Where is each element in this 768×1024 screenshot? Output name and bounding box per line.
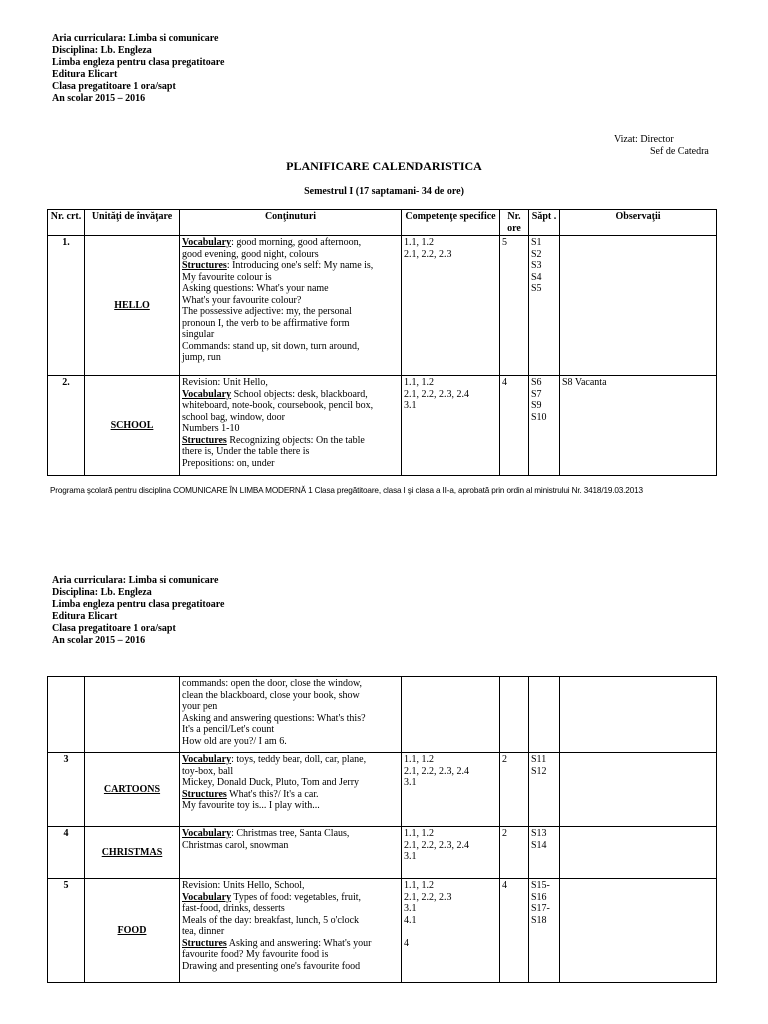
content-keyword: Structures [182, 434, 227, 446]
content-text: It's a pencil/Let's count [182, 724, 275, 735]
content-cell [180, 236, 402, 376]
competence-line: 1.1, 1.2 [404, 237, 434, 248]
row-number: 4 [48, 827, 85, 879]
content-line [182, 306, 399, 318]
unit-name: SCHOOL [85, 376, 180, 476]
competence-line: 3.1 [404, 777, 417, 788]
week-label: S3 [531, 260, 542, 271]
week-label: S2 [531, 248, 542, 260]
content-line [182, 915, 399, 927]
content-text: fast-food, drinks, desserts [182, 903, 285, 914]
header-line: Limba engleza pentru clasa pregatitoare [52, 57, 225, 68]
content-line [182, 690, 399, 702]
content-keyword: Vocabulary [182, 237, 232, 248]
content-keyword: Structures [182, 788, 227, 800]
col-content: Conţinuturi [180, 210, 402, 236]
weeks-cell [529, 753, 560, 827]
content-text: singular [182, 329, 215, 340]
row-number: 2. [48, 376, 85, 476]
week-label: S11 [531, 754, 547, 765]
competence-line: 1.1, 1.2 [404, 880, 434, 891]
content-line [182, 828, 399, 840]
col-notes: Observaţii [560, 210, 717, 236]
content-text: whiteboard, note-book, coursebook, pencil box, [182, 400, 374, 411]
content-text: clean the blackboard, close your book, show [182, 689, 360, 701]
content-line [182, 237, 399, 249]
content-text: Types of food: vegetables, fruit, [231, 891, 362, 903]
col-nr: Nr. crt. [48, 210, 85, 236]
competence-line: 3.1 [404, 400, 417, 411]
page-subtitle: Semestrul I (17 saptamani- 34 de ore) [304, 186, 464, 197]
planning-table-1 [47, 209, 717, 476]
content-line [182, 412, 399, 424]
competence-line: 4.1 [404, 914, 417, 926]
week-label: S16 [531, 891, 547, 903]
content-text: Christmas carol, snowman [182, 839, 289, 851]
approval-line-director: Vizat: Director [614, 134, 674, 145]
content-text: What's this?/ It's a car. [226, 788, 319, 800]
competences-cell [402, 376, 500, 476]
content-cell [180, 827, 402, 879]
content-line [182, 318, 399, 330]
content-line [182, 789, 399, 801]
content-text: Asking and answering: What's your [226, 937, 372, 949]
content-line [182, 329, 399, 341]
content-text: jump, run [182, 352, 221, 363]
content-text: Mickey, Donald Duck, Pluto, Tom and Jerry [182, 777, 360, 788]
content-line [182, 713, 399, 725]
notes-cell [560, 879, 717, 983]
week-label: S13 [531, 828, 547, 839]
content-text: How old are you?/ I am 6. [182, 735, 287, 747]
content-line [182, 840, 399, 852]
notes-cell [560, 827, 717, 879]
unit-name: HELLO [85, 236, 180, 376]
week-label: S18 [531, 914, 547, 926]
content-line [182, 389, 399, 401]
week-label: S15- [531, 880, 550, 891]
competence-line: 4 [404, 937, 409, 949]
hours-cell: 4 [500, 376, 529, 476]
document-header-2 [52, 575, 224, 647]
content-line [182, 736, 399, 748]
hours-cell: 2 [500, 827, 529, 879]
competence-line: 2.1, 2.2, 2.3, 2.4 [404, 388, 469, 400]
notes-cell: S8 Vacanta [560, 376, 717, 476]
content-line [182, 777, 399, 789]
competences-cell [402, 753, 500, 827]
week-label: S7 [531, 388, 542, 400]
content-keyword: Vocabulary [182, 754, 232, 765]
header-line: Disciplina: Lb. Engleza [52, 45, 152, 56]
content-text: Revision: Unit Hello, [182, 377, 268, 388]
content-keyword: Vocabulary [182, 891, 232, 903]
weeks-cell [529, 827, 560, 879]
content-text: Meals of the day: breakfast, lunch, 5 o'clock [182, 914, 360, 926]
week-label: S4 [531, 271, 542, 283]
competences-cell [402, 827, 500, 879]
unit-name: CARTOONS [85, 753, 180, 827]
content-text: commands: open the door, close the window, [182, 678, 363, 689]
header-line: Clasa pregatitoare 1 ora/sapt [52, 623, 176, 634]
content-text: there is, Under the table there is [182, 446, 310, 457]
content-line [182, 926, 399, 938]
content-cell [180, 753, 402, 827]
content-line [182, 880, 399, 892]
content-cell [180, 677, 402, 753]
competence-line: 1.1, 1.2 [404, 377, 434, 388]
content-cell [180, 879, 402, 983]
header-line: Limba engleza pentru clasa pregatitoare [52, 599, 225, 610]
week-label: S6 [531, 377, 542, 388]
row-number [48, 677, 85, 753]
content-line [182, 423, 399, 435]
unit-name: FOOD [85, 879, 180, 983]
week-label: S17- [531, 903, 550, 914]
content-line [182, 377, 399, 389]
row-number: 1. [48, 236, 85, 376]
content-text: : Christmas tree, Santa Claus, [231, 828, 350, 839]
content-text: : toys, teddy bear, doll, car, plane, [231, 754, 367, 765]
col-hours: Nr. ore [500, 210, 529, 236]
content-keyword: Vocabulary [182, 388, 232, 400]
table-row [48, 753, 717, 827]
content-text: My favourite toy is... I play with... [182, 800, 320, 811]
content-keyword: Vocabulary [182, 828, 232, 839]
table-header-row [48, 210, 717, 236]
week-label: S9 [531, 400, 542, 411]
weeks-cell [529, 236, 560, 376]
content-text: school bag, window, door [182, 411, 285, 423]
header-line: Clasa pregatitoare 1 ora/sapt [52, 81, 176, 92]
content-line [182, 961, 399, 973]
notes-cell [560, 236, 717, 376]
week-label: S10 [531, 411, 547, 423]
content-keyword: Structures [182, 260, 227, 271]
content-line [182, 295, 399, 307]
content-line [182, 754, 399, 766]
approval-line-head: Sef de Catedra [650, 146, 709, 157]
content-line [182, 249, 399, 261]
content-line [182, 446, 399, 458]
header-line: Aria curriculara: Limba si comunicare [52, 575, 219, 586]
table-row [48, 677, 717, 753]
content-line [182, 903, 399, 915]
content-line [182, 400, 399, 412]
hours-cell [500, 677, 529, 753]
weeks-cell [529, 376, 560, 476]
hours-cell: 5 [500, 236, 529, 376]
table-row [48, 376, 717, 476]
header-line: Editura Elicart [52, 69, 118, 80]
competences-cell [402, 677, 500, 753]
competence-line: 2.1, 2.2, 2.3 [404, 891, 452, 903]
content-text: favourite food? My favourite food is [182, 949, 329, 960]
unit-name [85, 677, 180, 753]
content-text: Revision: Units Hello, School, [182, 880, 305, 891]
competence-line [404, 926, 497, 938]
content-line [182, 949, 399, 961]
content-line [182, 458, 399, 470]
planning-table-2 [47, 676, 717, 983]
content-text: : good morning, good afternoon, [231, 237, 362, 248]
page-title: PLANIFICARE CALENDARISTICA [286, 159, 482, 173]
content-line [182, 352, 399, 364]
week-label: S1 [531, 237, 542, 248]
row-number: 3 [48, 753, 85, 827]
header-line: Disciplina: Lb. Engleza [52, 587, 152, 598]
content-text: What's your favourite colour? [182, 294, 302, 306]
content-text: tea, dinner [182, 926, 225, 937]
notes-cell [560, 753, 717, 827]
content-text: toy-box, ball [182, 765, 234, 777]
content-line [182, 283, 399, 295]
week-label: S14 [531, 839, 547, 851]
content-line [182, 701, 399, 713]
unit-name: CHRISTMAS [85, 827, 180, 879]
content-text: Drawing and presenting one's favourite food [182, 960, 361, 972]
week-label: S12 [531, 765, 547, 777]
table-row [48, 827, 717, 879]
content-text: Recognizing objects: On the table [226, 434, 365, 446]
content-text: My favourite colour is [182, 271, 272, 283]
competence-line: 2.1, 2.2, 2.3, 2.4 [404, 765, 469, 777]
col-week: Săpt . [529, 210, 560, 236]
row-number: 5 [48, 879, 85, 983]
content-line [182, 435, 399, 447]
content-text: Asking questions: What's your name [182, 283, 329, 294]
competence-line: 2.1, 2.2, 2.3 [404, 248, 452, 260]
content-line [182, 892, 399, 904]
competences-cell [402, 236, 500, 376]
competence-line: 3.1 [404, 851, 417, 862]
content-cell [180, 376, 402, 476]
competence-line: 2.1, 2.2, 2.3, 2.4 [404, 839, 469, 851]
weeks-cell [529, 677, 560, 753]
content-line [182, 800, 399, 812]
content-text: Commands: stand up, sit down, turn around, [182, 340, 360, 352]
competence-line: 1.1, 1.2 [404, 828, 434, 839]
competences-cell [402, 879, 500, 983]
content-text: pronoun I, the verb to be affirmative form [182, 317, 350, 329]
footnote: Programa şcolară pentru disciplina COMUNICARE ÎN LIMBA MODERNĂ 1 Clasa pregătitoare, clasa I şi clasa a II-a, aprobată prin ordin al ministrului Nr. 3418/19.03.2013 [50, 486, 643, 495]
content-line [182, 938, 399, 950]
content-line [182, 678, 399, 690]
col-unit: Unităţi de învăţare [85, 210, 180, 236]
content-text: Asking and answering questions: What's this? [182, 712, 366, 724]
col-competences: Competenţe specifice [402, 210, 500, 236]
content-line [182, 272, 399, 284]
header-line: An scolar 2015 – 2016 [52, 635, 146, 646]
content-line [182, 724, 399, 736]
table-row [48, 879, 717, 983]
content-text: : Introducing one's self: My name is, [226, 260, 374, 271]
competence-line: 3.1 [404, 903, 417, 914]
approval-block [614, 134, 709, 158]
content-text: good evening, good night, colours [182, 248, 319, 260]
week-label: S5 [531, 283, 542, 294]
content-line [182, 766, 399, 778]
content-line [182, 260, 399, 272]
weeks-cell [529, 879, 560, 983]
header-line: Aria curriculara: Limba si comunicare [52, 33, 219, 44]
hours-cell: 4 [500, 879, 529, 983]
content-text: School objects: desk, blackboard, [231, 388, 368, 400]
table-row [48, 236, 717, 376]
content-text: Prepositions: on, under [182, 457, 275, 469]
content-text: The possessive adjective: my, the personal [182, 306, 352, 317]
hours-cell: 2 [500, 753, 529, 827]
document-header-1 [52, 33, 224, 105]
header-line: Editura Elicart [52, 611, 118, 622]
content-line [182, 341, 399, 353]
content-text: your pen [182, 701, 218, 712]
notes-cell [560, 677, 717, 753]
competence-line: 1.1, 1.2 [404, 754, 434, 765]
content-keyword: Structures [182, 937, 227, 949]
content-text: Numbers 1-10 [182, 423, 240, 434]
header-line: An scolar 2015 – 2016 [52, 93, 146, 104]
